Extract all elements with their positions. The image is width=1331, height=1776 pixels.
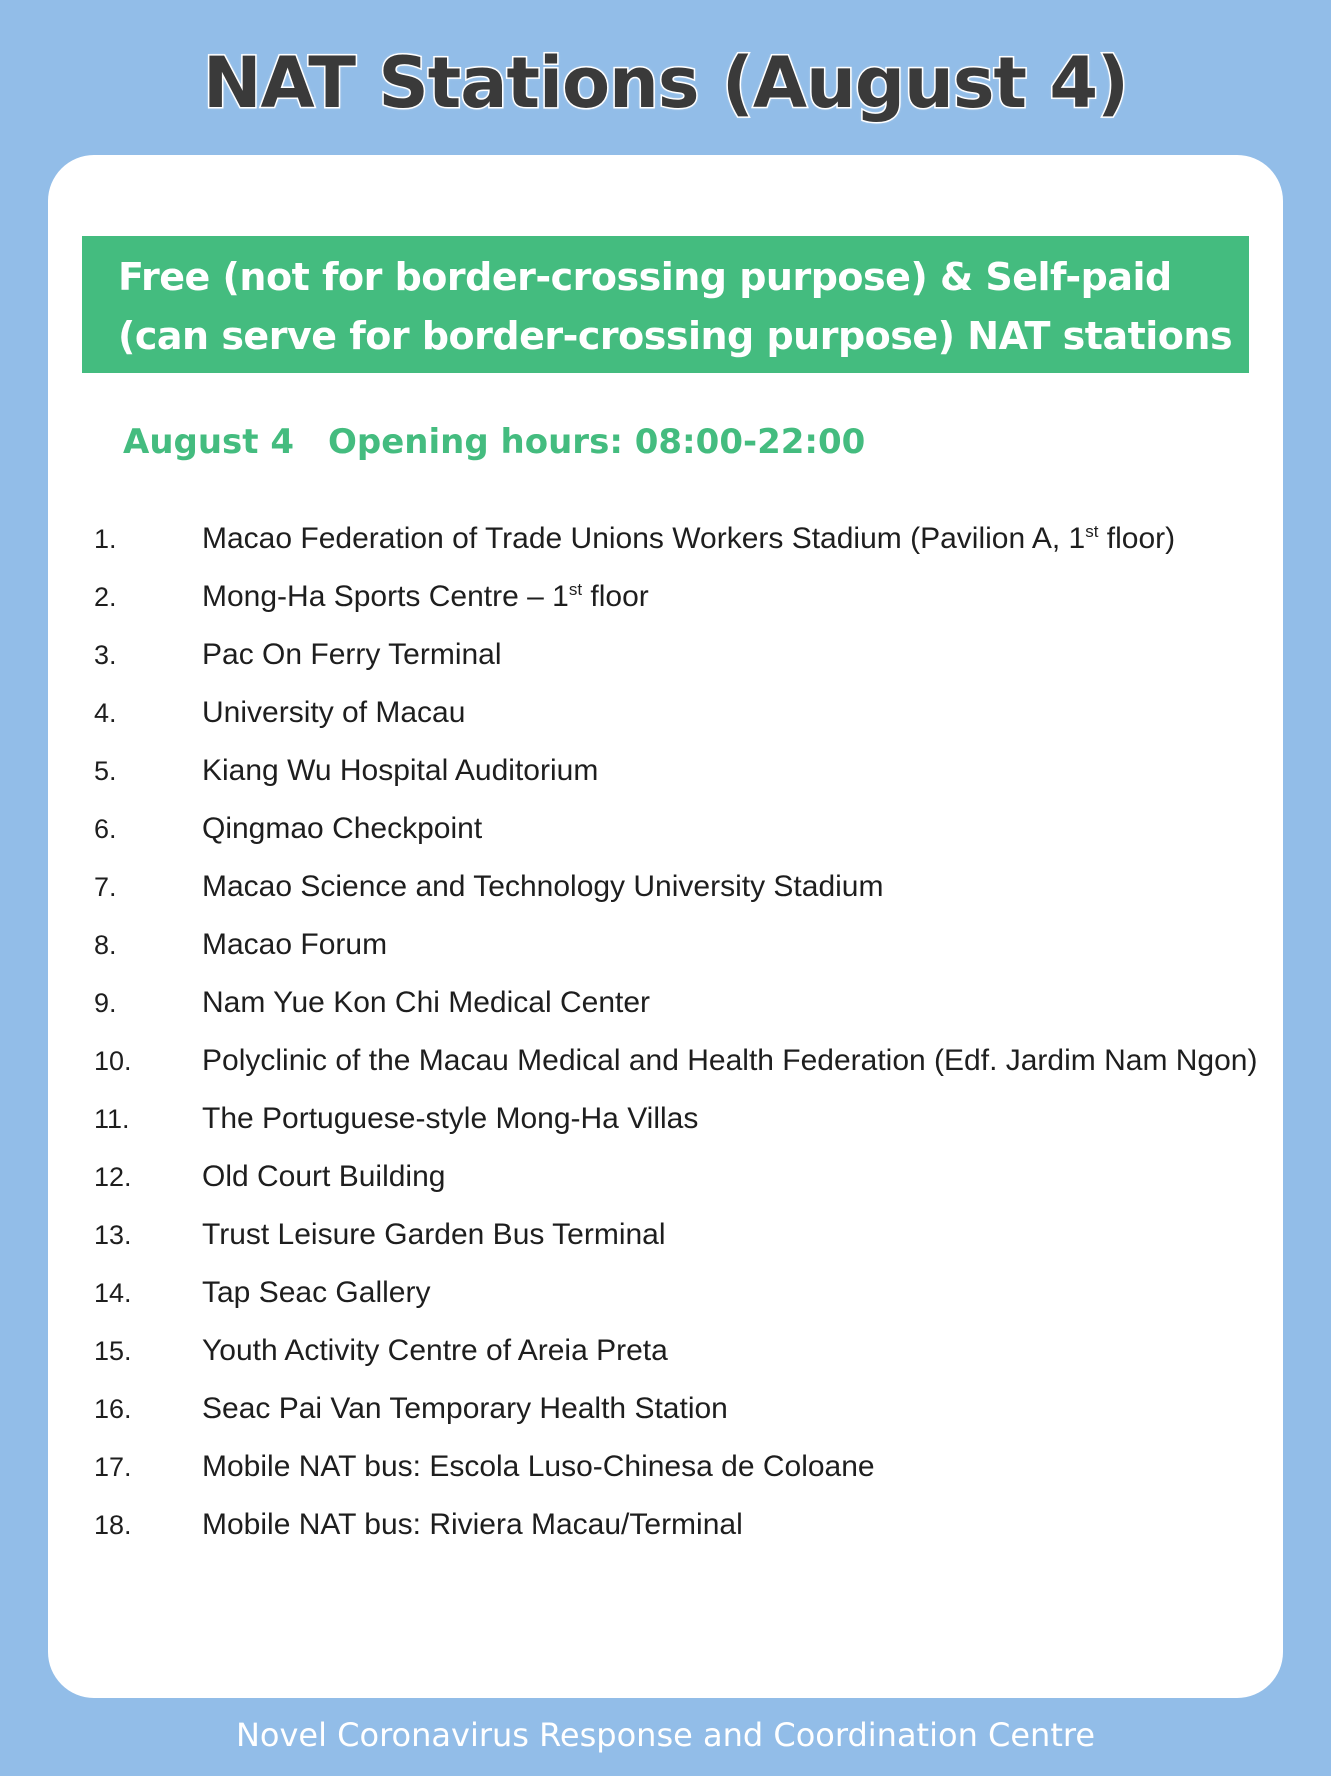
station-name-suffix: floor): [1098, 522, 1176, 555]
station-name: Youth Activity Centre of Areia Preta: [202, 1334, 668, 1367]
station-item: [94, 1332, 1269, 1370]
station-item: [94, 868, 1269, 906]
station-name: Tap Seac Gallery: [202, 1276, 431, 1309]
station-name: Macao Science and Technology University Stadium: [202, 870, 884, 903]
station-number: 8.: [94, 930, 117, 960]
station-name: Mong-Ha Sports Centre – 1: [202, 580, 569, 613]
station-name: Kiang Wu Hospital Auditorium: [202, 754, 599, 787]
station-number: 18.: [94, 1510, 132, 1540]
station-number: 10.: [94, 1046, 132, 1076]
station-number: 2.: [94, 582, 117, 612]
station-item: [94, 1042, 1269, 1080]
station-name: The Portuguese-style Mong-Ha Villas: [202, 1102, 699, 1135]
station-name: University of Macau: [202, 696, 466, 729]
station-number: 5.: [94, 756, 117, 786]
station-name: Trust Leisure Garden Bus Terminal: [202, 1218, 666, 1251]
station-item: [94, 1390, 1269, 1428]
station-number: 4.: [94, 698, 117, 728]
schedule-date: August 4: [123, 422, 295, 462]
station-name: Macao Federation of Trade Unions Workers Stadium (Pavilion A, 1: [202, 522, 1086, 555]
station-item: [94, 578, 1269, 616]
station-item: [94, 926, 1269, 964]
station-item: [94, 984, 1269, 1022]
station-number: 14.: [94, 1278, 132, 1308]
station-number: 11.: [94, 1104, 130, 1134]
station-name: Old Court Building: [202, 1160, 446, 1193]
opening-hours: Opening hours: 08:00-22:00: [328, 422, 866, 462]
banner-line-1: Free (not for border-crossing purpose) & Self-paid: [118, 255, 1172, 299]
station-item: [94, 810, 1269, 848]
schedule-line: [123, 417, 865, 467]
station-list: [94, 520, 1269, 1564]
station-name: Seac Pai Van Temporary Health Station: [202, 1392, 728, 1425]
station-number: 16.: [94, 1394, 132, 1424]
station-name: Macao Forum: [202, 928, 388, 961]
station-item: [94, 1506, 1269, 1544]
station-number: 3.: [94, 640, 117, 670]
ordinal-suffix: st: [1085, 522, 1099, 541]
footer-organization: Novel Coronavirus Response and Coordination Centre: [235, 1716, 1096, 1754]
station-item: [94, 520, 1269, 558]
page-title: NAT Stations (August 4): [202, 42, 1129, 124]
station-item: [94, 636, 1269, 674]
station-item: [94, 1448, 1269, 1486]
station-name: Polyclinic of the Macau Medical and Health Federation (Edf. Jardim Nam Ngon): [202, 1044, 1258, 1077]
station-number: 1.: [94, 524, 117, 554]
station-name-suffix: floor: [582, 580, 649, 613]
station-number: 7.: [94, 872, 117, 902]
station-item: [94, 752, 1269, 790]
station-item: [94, 1158, 1269, 1196]
category-banner: [82, 236, 1249, 373]
station-number: 9.: [94, 988, 117, 1018]
station-number: 6.: [94, 814, 117, 844]
content-card: [48, 155, 1283, 1698]
station-item: [94, 694, 1269, 732]
station-item: [94, 1100, 1269, 1138]
station-number: 17.: [94, 1452, 132, 1482]
station-name: Mobile NAT bus: Riviera Macau/Terminal: [202, 1508, 743, 1541]
station-item: [94, 1216, 1269, 1254]
banner-line-2: (can serve for border-crossing purpose) NAT stations: [118, 314, 1233, 358]
station-name: Pac On Ferry Terminal: [202, 638, 502, 671]
station-number: 13.: [94, 1220, 132, 1250]
station-item: [94, 1274, 1269, 1312]
station-number: 15.: [94, 1336, 132, 1366]
station-name: Nam Yue Kon Chi Medical Center: [202, 986, 651, 1019]
station-name: Mobile NAT bus: Escola Luso-Chinesa de Coloane: [202, 1450, 875, 1483]
station-number: 12.: [94, 1162, 132, 1192]
station-name: Qingmao Checkpoint: [202, 812, 483, 845]
ordinal-suffix: st: [568, 580, 583, 599]
